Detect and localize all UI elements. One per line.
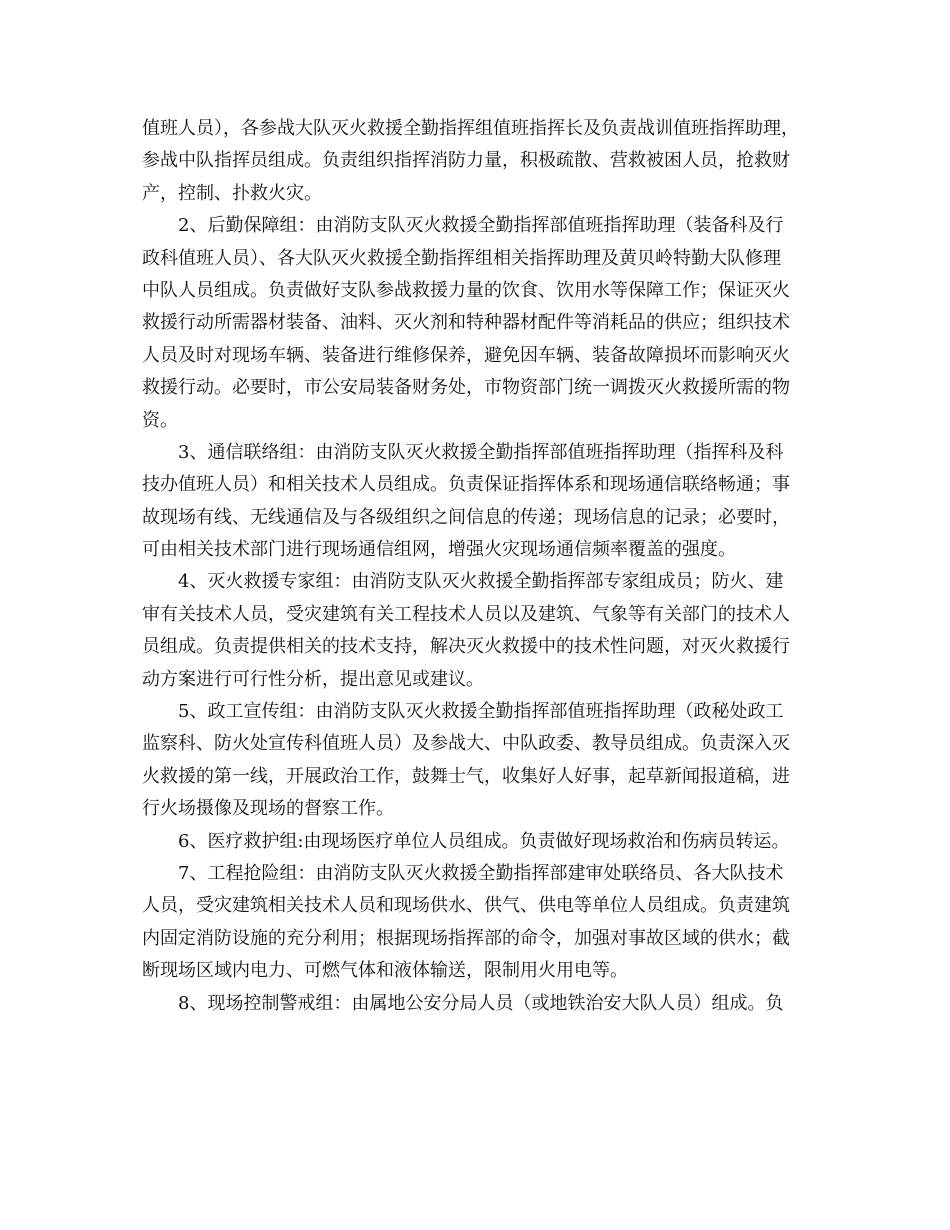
- text-line: 可由相关技术部门进行现场通信组网，增强火灾现场通信频率覆盖的强度。: [142, 539, 736, 561]
- text-line: 监察科、防火处宣传科值班人员）及参战大、中队政委、教导员组成。负责深入灭: [142, 733, 790, 755]
- text-line: 救援行动所需器材装备、油料、灭火剂和特种器材配件等消耗品的供应；组织技术: [142, 312, 790, 334]
- text-line: 8、现场控制警戒组：由属地公安分局人员（或地铁治安大队人员）组成。负: [142, 992, 784, 1014]
- text-line: 7、工程抢险组：由消防支队灭火救援全勤指挥部建审处联络员、各大队技术: [142, 862, 784, 884]
- text-line: 政科值班人员）、各大队灭火救援全勤指挥组相关指挥助理及黄贝岭特勤大队修理: [142, 247, 781, 269]
- text-line: 员组成。负责提供相关的技术支持，解决灭火救援中的技术性问题，对灭火救援行: [142, 636, 790, 658]
- body-text: [142, 113, 822, 1020]
- text-line: 行火场摄像及现场的督察工作。: [142, 798, 394, 820]
- text-line: 资。: [142, 409, 178, 431]
- text-line: 值班人员），各参战大队灭火救援全勤指挥组值班指挥长及负责战训值班指挥助理，: [142, 118, 799, 139]
- text-line: 中队人员组成。负责做好支队参战救援力量的饮食、饮用水等保障工作；保证灭火: [142, 279, 790, 301]
- text-line: 人员，受灾建筑相关技术人员和现场供水、供气、供电等单位人员组成。负责建筑: [142, 895, 790, 917]
- text-line: 2、后勤保障组：由消防支队灭火救援全勤指挥部值班指挥助理（装备科及行: [142, 215, 784, 237]
- text-line: 参战中队指挥员组成。负责组织指挥消防力量，积极疏散、营救被困人员，抢救财: [142, 150, 790, 172]
- text-line: 救援行动。必要时，市公安局装备财务处，市物资部门统一调拨灭火救援所需的物: [142, 377, 790, 399]
- text-line: 内固定消防设施的充分利用；根据现场指挥部的命令，加强对事故区域的供水；截: [142, 927, 790, 949]
- text-line: 4、灭火救援专家组：由消防支队灭火救援全勤指挥部专家组成员；防火、建: [142, 571, 784, 593]
- text-line: 3、通信联络组：由消防支队灭火救援全勤指挥部值班指挥助理（指挥科及科: [142, 441, 784, 463]
- text-line: 人员及时对现场车辆、装备进行维修保养，避免因车辆、装备故障损坏而影响灭火: [142, 344, 790, 366]
- text-line: 断现场区域内电力、可燃气体和液体输送，限制用火用电等。: [142, 960, 628, 982]
- text-line: 动方案进行可行性分析，提出意见或建议。: [142, 668, 484, 690]
- text-line: 技办值班人员）和相关技术人员组成。负责保证指挥体系和现场通信联络畅通；事: [142, 474, 790, 496]
- text-line: 审有关技术人员，受灾建筑有关工程技术人员以及建筑、气象等有关部门的技术人: [142, 603, 790, 625]
- text-line: 火救援的第一线，开展政治工作，鼓舞士气，收集好人好事，起草新闻报道稿，进: [142, 765, 790, 787]
- text-line: 6、医疗救护组:由现场医疗单位人员组成。负责做好现场救治和伤病员转运。: [142, 830, 790, 852]
- text-line: 5、政工宣传组：由消防支队灭火救援全勤指挥部值班指挥助理（政秘处政工: [142, 701, 784, 723]
- text-line: 产，控制、扑救火灾。: [142, 182, 322, 204]
- text-line: 故现场有线、无线通信及与各级组织之间信息的传递；现场信息的记录；必要时，: [142, 506, 790, 528]
